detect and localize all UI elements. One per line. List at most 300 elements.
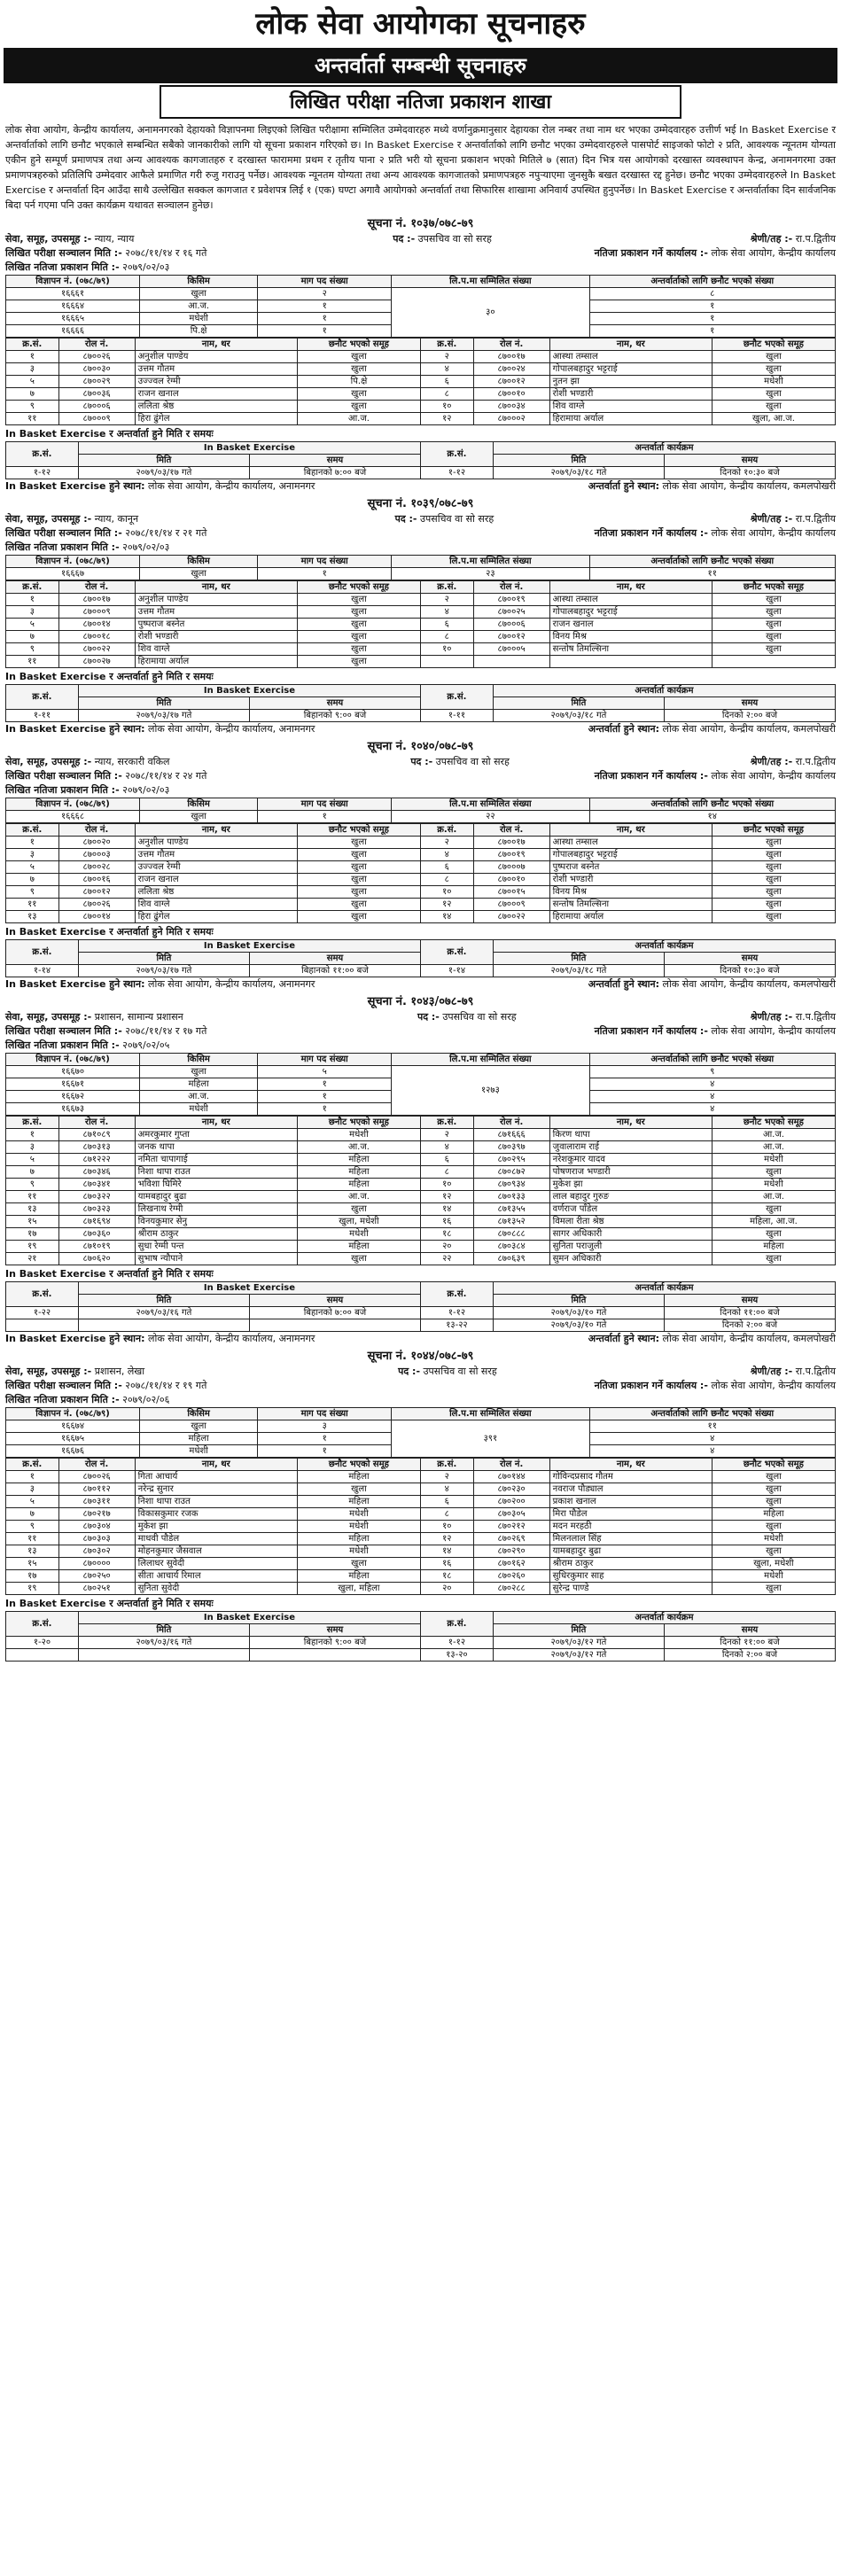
cand-header-cell: छनौट भएको समूह [712,581,835,594]
cand-cell: १९ [6,1241,59,1253]
cand-cell: मुकेश झा [135,1521,297,1533]
cand-cell: ८७०१३३ [473,1191,549,1203]
meta-value: न्याय, कानून [91,513,139,525]
cand-header-cell: क्र.सं. [420,339,473,351]
service-line [5,755,170,769]
cand-cell [712,656,835,668]
cand-cell: खुला [712,631,835,643]
sched-sn: क्र.सं. [6,442,79,467]
cand-cell: गोपालबहादुर भट्टराई [549,849,712,861]
sched-cell: २०७९/०३/१६ गते [78,1637,249,1649]
sched-sub-cell: समय [249,953,420,965]
interview-venue [588,977,836,991]
sched-row [6,1637,836,1649]
cand-cell: मिरा पौडेल [549,1508,712,1521]
cand-cell: १० [420,401,473,413]
meta-value: २०७९/०२/०५ [119,1039,170,1051]
cand-cell: ८७१०१९ [58,1241,135,1253]
cand-cell: आ.ज. [297,1191,420,1203]
table-row [6,1508,836,1521]
cand-cell: ललिता श्रेष्ठ [135,401,297,413]
cand-cell: खुला [712,363,835,376]
cand-cell: महिला [297,1570,420,1583]
cand-cell [420,656,473,668]
sched-header-row [6,685,836,697]
ibe-venue-value: लोक सेवा आयोग, केन्द्रीय कार्यालय, अनामनगर [144,480,315,492]
cand-cell: सुमन अधिकारी [549,1253,712,1265]
cand-cell: ८७०१४४ [473,1471,549,1483]
meta-line [5,755,836,769]
intro-paragraph: लोक सेवा आयोग, केन्द्रीय कार्यालय, अनामनगरको देहायको विज्ञापनमा लिइएको लिखित परीक्षामा सम्मिलित उम्मेदवारहरु मध्ये वर्णानुक्रमानुसार देहायका रोल नम्बर तथा नाम थर भएका उम्मेदवारहरु उत्तीर्ण भई In Basket Exercise र अन्तर्वार्ताको लागि छनौट भएकाले सम्बन्धित सबैको जानकारीको लागि यो सूचना प्रकाशन गरिएको छ। In Basket Exercise र अन्तर्वार्ताको लागि छनौट भएका उम्मेदवारहरुले पासपोर्ट साइजको फोटो २ प्रति, आवश्यक न्यूनतम योग्यता एकीन हुने सम्पूर्ण प्रमाणपत्र तथा अन्य आवश्यक कागजातहरु र दरखास्त फाराममा प्रथम र तृतीय पाना २ प्रति भरी यो सूचना प्रकाशन भएको मितिले ७ (सात) दिन भित्र यस आयोगको दरखास्त व्यवस्थापन केन्द्र, अनामनगरमा उक्त प्रमाणपत्रहरुको प्रतिलिपि उम्मेदवार आफैले प्रमाणित गरी रुजु गराउनु पर्नेछ। आवश्यक न्यूनतम योग्यता तथा अन्य आवश्यक कागजातको प्रमाणपत्रहरु नपुऱ्याएमा जुनसुकै बखत दरखास्त रद्द हुनेछ। छनौट भएका उम्मेदवारहरुले In Basket Exercise र अन्तर्वार्ता दिन आउँदा साथै उल्लेखित सक्कल कागजात र प्रवेशपत्र लिई १ (एक) घण्टा अगावै आयोगको अन्तर्वार्ता तथा सिफारिस शाखामा अनिवार्य उपस्थित हुनुपर्नेछ। In Basket Exercise र अन्तर्वार्ताका दिन सार्वजनिक बिदा पर्न गएमा पनि उक्त कार्यक्रम यथावत सञ्चालन हुनेछ। [5,124,836,211]
cand-cell: ८७००१० [473,874,549,886]
cand-cell: नमिता चापागाई [135,1154,297,1166]
cand-cell: गोविन्दप्रसाद गौतम [549,1471,712,1483]
sched-sn2: क्र.सं. [421,1282,494,1307]
meta-value: उपसचिव वा सो सरह [439,1011,517,1023]
cand-cell: गिता आचार्य [135,1471,297,1483]
adv-type: मधेशी [140,1103,258,1116]
adv-type: मधेशी [140,1445,258,1458]
sched-cell: २०७९/०३/१२ गते [493,1649,664,1662]
cand-cell: ९ [6,401,59,413]
cand-cell: २ [420,594,473,606]
adv-type: खुला [140,568,258,580]
iv-venue-label: अन्तर्वार्ता हुने स्थान: [588,480,659,492]
cand-cell: ८७००१२ [473,376,549,388]
cand-cell: १ [6,837,59,849]
selected-count: ४ [589,1103,835,1116]
cand-cell: १२ [420,413,473,425]
cand-cell: सन्तोष तिमल्सिना [549,643,712,656]
cand-cell: ८७००१४ [58,619,135,631]
cand-cell: विनयकुमार सेनु [135,1216,297,1228]
adv-number: १६६७१ [6,1078,140,1091]
cand-cell: मधेशी [297,1129,420,1141]
sched-cell: दिनको ११:०० बजे [664,1637,835,1649]
meta-label: पद :- [394,513,417,525]
cand-cell: खुला [297,837,420,849]
adv-number: १६६६७ [6,568,140,580]
cand-cell: आस्था तम्साल [549,594,712,606]
cand-cell: ८७०९३४ [473,1179,549,1191]
meta-value: २०७९/०२/०३ [119,541,170,553]
sched-cell: १-१२ [421,467,494,479]
cand-cell: आ.ज. [297,413,420,425]
cand-cell: ८७०२०० [473,1496,549,1508]
meta-label: श्रेणी/तह :- [750,756,793,767]
sched-cell: बिहानको ९:०० बजे [249,710,420,722]
cand-header-cell: छनौट भएको समूह [712,1117,835,1129]
cand-cell: खुला [712,1203,835,1216]
sched-sn2: क्र.सं. [421,940,494,965]
sched-sn: क्र.सं. [6,940,79,965]
cand-cell: ८ [420,388,473,401]
adv-header-cell: किसिम [140,276,258,288]
meta-label: लिखित परीक्षा सञ्चालन मिति :- [5,247,122,259]
table-row [6,594,836,606]
cand-cell: १८ [420,1570,473,1583]
meta-label: नतिजा प्रकाशन गर्ने कार्यालय :- [594,770,708,782]
cand-cell: सीता आचार्य रिमाल [135,1570,297,1583]
cand-cell: उत्तम गौतम [135,606,297,619]
cand-header-cell: रोल नं. [58,1117,135,1129]
cand-cell: नरेन्द्र सुनार [135,1483,297,1496]
sched-sub-cell: मिति [493,953,664,965]
adv-posts: १ [258,811,392,823]
cand-header-cell: क्र.सं. [6,581,59,594]
sched-ibe: In Basket Exercise [78,940,420,953]
cand-cell: महिला [297,1496,420,1508]
post-line [410,755,510,769]
notice-block [5,216,836,493]
schedule-table [5,1611,836,1662]
cand-cell: ८७००२९ [58,376,135,388]
table-row [6,1558,836,1570]
cand-cell: ८७१०८९ [58,1129,135,1141]
sched-cell: २०७९/०३/१७ गते [78,467,249,479]
cand-cell: खुला [297,1253,420,1265]
notice-block [5,994,836,1345]
adv-header-cell: किसिम [140,556,258,568]
meta-label: लिखित परीक्षा सञ्चालन मिति :- [5,1380,122,1391]
applicant-count: १२७३ [392,1066,589,1116]
exam-date-line [5,769,206,783]
cand-header-cell: रोल नं. [473,1117,549,1129]
cand-cell: ८७००२२ [58,643,135,656]
meta-value: लोक सेवा आयोग, केन्द्रीय कार्यालय [707,527,836,539]
cand-cell: मधेशी [712,1533,835,1545]
candidate-table [5,1116,836,1265]
service-line [5,1365,144,1379]
meta-value: रा.प.द्वितीय [792,1011,836,1023]
meta-label: श्रेणी/तह :- [750,513,793,525]
ibe-venue-label: In Basket Exercise हुने स्थान: [5,978,145,990]
cand-cell: ८७०००९ [58,413,135,425]
cand-cell: १६ [420,1558,473,1570]
sched-sn: क्र.सं. [6,1282,79,1307]
adv-type: खुला [140,1066,258,1078]
adv-type: महिला [140,1433,258,1445]
cand-cell: अनुशील पाण्डेय [135,837,297,849]
selected-count: ४ [589,1433,835,1445]
cand-cell: १ [6,1471,59,1483]
cand-cell: जुवालाराम राई [549,1141,712,1154]
cand-cell: ८७०३८४ [473,1241,549,1253]
sched-cell: दिनको ११:०० बजे [664,1307,835,1319]
sched-cell: दिनको २:०० बजे [664,710,835,722]
cand-cell: ८७०३१३ [58,1141,135,1154]
cand-cell: १३ [6,911,59,923]
sched-sub-cell: समय [664,697,835,710]
adv-header-cell: माग पद संख्या [258,1408,392,1420]
ibe-venue [5,722,315,735]
adv-header-cell: लि.प.मा सम्मिलित संख्या [392,276,589,288]
adv-header-row [6,798,836,811]
meta-line [5,261,836,275]
table-row [6,1216,836,1228]
cand-cell: खुला [297,594,420,606]
adv-header-cell: अन्तर्वार्ताको लागि छनौट भएको संख्या [589,798,835,811]
sched-cell: बिहानको ९:०० बजे [249,1637,420,1649]
cand-cell: ३ [6,849,59,861]
selected-count: १४ [589,811,835,823]
schedule-table [5,1281,836,1332]
sched-cell [6,1319,79,1332]
sched-row [6,710,836,722]
cand-cell: सुरेन्द्र पाण्डे [549,1583,712,1595]
sched-cell: २०७९/०३/१६ गते [78,1307,249,1319]
table-row [6,874,836,886]
table-row [6,1545,836,1558]
cand-cell: नुतन झा [549,376,712,388]
cand-cell: यामबहादुर बुढा [135,1191,297,1203]
cand-cell: ८७००१० [473,388,549,401]
sched-ibe: In Basket Exercise [78,685,420,697]
sched-sub-cell: मिति [78,1624,249,1637]
cand-cell: ४ [420,363,473,376]
exam-date-line [5,526,206,541]
cand-cell: खुला [712,911,835,923]
cand-header-cell: छनौट भएको समूह [297,581,420,594]
cand-cell: ८७१२२२ [58,1154,135,1166]
cand-header-cell: क्र.सं. [6,1459,59,1471]
selected-count: ९ [589,1066,835,1078]
cand-cell: ८७०३११ [58,1496,135,1508]
table-row [6,849,836,861]
meta-line [5,1393,836,1407]
adv-posts: १ [258,1433,392,1445]
meta-value: २०७९/०२/०३ [119,261,170,273]
cand-cell: निशा थापा राउत [135,1496,297,1508]
cand-header-cell: छनौट भएको समूह [712,824,835,837]
adv-number: १६६६४ [6,300,140,313]
cand-cell: ८७००१६ [58,874,135,886]
meta-label: श्रेणी/तह :- [750,1011,793,1023]
adv-header-cell: विज्ञापन नं. (०७८/७९) [6,798,140,811]
cand-header-row [6,1117,836,1129]
adv-posts: १ [258,325,392,338]
adv-posts: ५ [258,1066,392,1078]
cand-cell: रोशी भण्डारी [549,388,712,401]
table-row [6,1191,836,1203]
applicant-count: ३९१ [392,1420,589,1458]
interview-venue [588,1332,836,1345]
cand-cell: ८७१३५२ [473,1216,549,1228]
sched-iv: अन्तर्वार्ता कार्यक्रम [493,1282,835,1295]
table-row [6,837,836,849]
cand-cell: खुला [712,886,835,899]
cand-cell: ८७००२६ [58,899,135,911]
sched-cell [6,1649,79,1662]
table-row [6,376,836,388]
cand-cell: ४ [420,849,473,861]
sched-sub-cell: मिति [493,1624,664,1637]
adv-header-cell: लि.प.मा सम्मिलित संख्या [392,798,589,811]
iv-venue-value: लोक सेवा आयोग, केन्द्रीय कार्यालय, कमलपोखरी [659,1333,836,1344]
adv-posts: १ [258,313,392,325]
table-row [6,606,836,619]
cand-header-cell: क्र.सं. [6,1117,59,1129]
sched-sub-cell: मिति [78,697,249,710]
cand-cell: १४ [420,1203,473,1216]
meta-label: नतिजा प्रकाशन गर्ने कार्यालय :- [594,1380,708,1391]
result-date-line [5,783,169,798]
cand-header-cell: नाम, थर [549,824,712,837]
office-line [595,246,836,261]
schedule-title: In Basket Exercise र अन्तर्वार्ता हुने मिति र समयः [5,1598,214,1609]
sched-cell: १-२० [6,1637,79,1649]
cand-cell: ८७०००२ [473,413,549,425]
meta-value: २०७८/११/१४ र १६ गते [121,247,207,259]
meta-line [5,1379,836,1393]
cand-cell: विनय मिश्र [549,886,712,899]
cand-cell: महिला [297,1471,420,1483]
cand-cell: ५ [6,619,59,631]
cand-cell: ८७०११२ [58,1483,135,1496]
cand-cell: ८७०००३ [58,849,135,861]
schedule-title: In Basket Exercise र अन्तर्वार्ता हुने मिति र समयः [5,1268,214,1280]
selected-count: १ [589,325,835,338]
cand-cell: १२ [420,1533,473,1545]
cand-header-cell: रोल नं. [473,824,549,837]
service-line [5,512,138,526]
cand-cell: ८७०००६ [473,619,549,631]
notice-number: सूचना नं. १०४४/०७८-७९ [367,1350,474,1363]
class-line [751,1365,836,1379]
adv-number: १६६७३ [6,1103,140,1116]
cand-cell [549,656,712,668]
cand-cell: ७ [6,1508,59,1521]
sched-iv: अन्तर्वार्ता कार्यक्रम [493,940,835,953]
cand-cell: खुला [297,886,420,899]
sched-ibe: In Basket Exercise [78,1612,420,1624]
cand-cell: खुला [297,861,420,874]
adv-row [6,1420,836,1433]
sched-cell: १-१२ [6,467,79,479]
meta-label: लिखित परीक्षा सञ्चालन मिति :- [5,770,122,782]
ibe-venue [5,1332,315,1345]
table-row [6,1521,836,1533]
cand-cell: सागर अधिकारी [549,1228,712,1241]
table-row [6,1533,836,1545]
sched-header-row [6,1612,836,1624]
cand-cell: खुला [712,1228,835,1241]
cand-cell: महिला [297,1179,420,1191]
adv-type: खुला [140,811,258,823]
selected-count: ४ [589,1445,835,1458]
selected-count: ४ [589,1091,835,1103]
interview-venue [588,479,836,493]
cand-cell: मिलनलाल सिंह [549,1533,712,1545]
sched-row [6,965,836,977]
adv-header-cell: अन्तर्वार्ताको लागि छनौट भएको संख्या [589,1054,835,1066]
table-row [6,1141,836,1154]
cand-cell: ५ [6,1496,59,1508]
advertisement-table [5,275,836,338]
adv-type: पि.क्षे [140,325,258,338]
cand-cell: ललिता श्रेष्ठ [135,886,297,899]
result-date-line [5,261,169,275]
cand-cell: ८७००१२ [473,631,549,643]
adv-header-cell: माग पद संख्या [258,556,392,568]
cand-cell: महिला, आ.ज. [712,1216,835,1228]
ibe-venue-label: In Basket Exercise हुने स्थान: [5,723,145,735]
page-title: लोक सेवा आयोगका सूचनाहरु [255,6,586,42]
cand-cell: ५ [6,1154,59,1166]
cand-cell: ८७०३४६ [58,1166,135,1179]
cand-cell: अनुशील पाण्डेय [135,351,297,363]
cand-cell: ८७०२१२ [473,1521,549,1533]
cand-cell: खुला [297,656,420,668]
table-row [6,388,836,401]
iv-venue-label: अन्तर्वार्ता हुने स्थान: [588,1333,659,1344]
sched-cell: दिनको २:०० बजे [664,1649,835,1662]
sched-sub-cell: समय [664,455,835,467]
cand-cell: मधेशी [712,1179,835,1191]
cand-cell: खुला [712,1483,835,1496]
adv-header-cell: अन्तर्वार्ताको लागि छनौट भएको संख्या [589,556,835,568]
meta-line [5,783,836,798]
sched-sub-cell: समय [249,1624,420,1637]
sched-cell: २०७९/०३/१० गते [493,1319,664,1332]
adv-number: १६६७६ [6,1445,140,1458]
meta-label: लिखित नतिजा प्रकाशन मिति :- [5,261,120,273]
cand-header-cell: छनौट भएको समूह [297,824,420,837]
cand-cell: ८ [420,1166,473,1179]
notice-number: सूचना नं. १०३९/०७८-७९ [367,497,474,510]
cand-cell: १० [420,886,473,899]
cand-cell: ८७०१६२ [473,1558,549,1570]
cand-cell: २० [420,1583,473,1595]
venue-line [5,977,836,991]
table-row [6,1203,836,1216]
cand-cell: खुला, मधेशी [297,1216,420,1228]
adv-type: महिला [140,1078,258,1091]
cand-cell: खुला [297,351,420,363]
cand-cell: ८७०२९५ [473,1154,549,1166]
cand-cell: पोषणराज भण्डारी [549,1166,712,1179]
cand-cell: ८७००२८ [58,861,135,874]
cand-cell: प्रकाश खनाल [549,1496,712,1508]
sched-row [6,1319,836,1332]
sched-sub-cell: मिति [78,953,249,965]
cand-cell: ८७००१४ [58,911,135,923]
post-line [395,512,494,526]
sched-cell [249,1319,420,1332]
cand-cell: ५ [6,861,59,874]
cand-cell: किरण थापा [549,1129,712,1141]
cand-cell: खुला [297,899,420,911]
cand-cell: ९ [6,886,59,899]
cand-cell: आ.ज. [712,1191,835,1203]
cand-cell: शिव वाग्ले [135,899,297,911]
cand-cell: ७ [6,1166,59,1179]
adv-number: १६६७० [6,1066,140,1078]
cand-cell: मधेशी [712,1154,835,1166]
sched-iv: अन्तर्वार्ता कार्यक्रम [493,442,835,455]
cand-cell: उज्ज्वल रेग्मी [135,376,297,388]
sched-row [6,1307,836,1319]
cand-cell: मधेशी [712,376,835,388]
cand-cell: मधेशी [297,1545,420,1558]
cand-cell: ९ [6,643,59,656]
selected-count: १ [589,300,835,313]
cand-cell: ८७००१९ [473,594,549,606]
cand-header-cell: क्र.सं. [420,824,473,837]
table-row [6,1483,836,1496]
cand-cell: खुला [712,899,835,911]
cand-cell: ८७०३०४ [58,1521,135,1533]
